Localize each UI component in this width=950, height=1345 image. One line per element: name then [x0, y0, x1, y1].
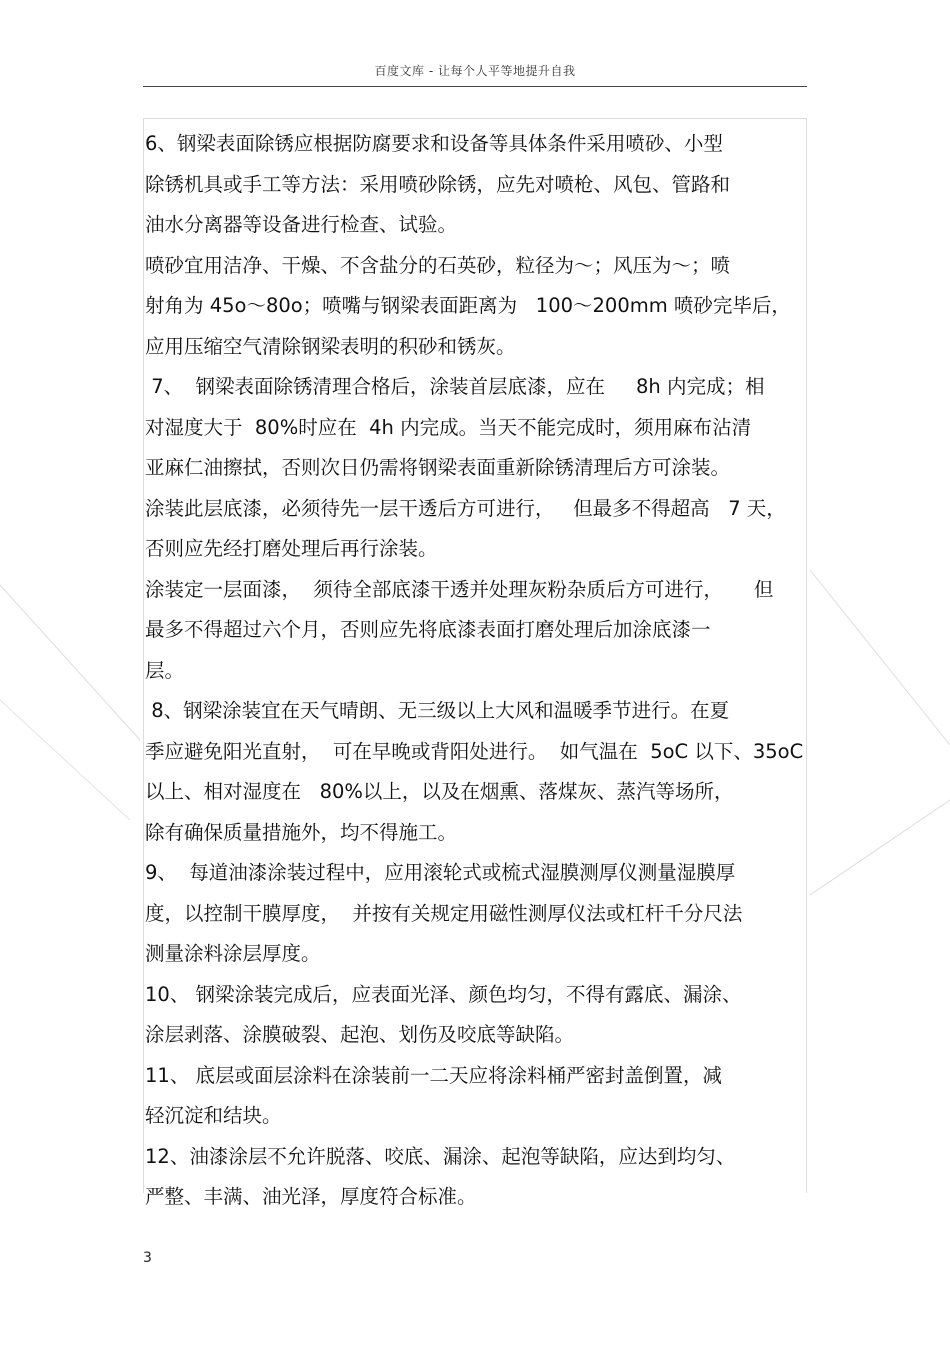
text-line: 10、 钢梁涂装完成后，应表面光泽、颜色均匀，不得有露底、漏涂、 — [145, 982, 742, 1006]
text-line: 油水分离器等设备进行检查、试验。 — [145, 213, 458, 236]
text-line: 12、油漆涂层不允许脱落、咬底、漏涂、起泡等缺陷，应达到均匀、 — [145, 1144, 736, 1168]
text-line: 9、 每道油漆涂装过程中，应用滚轮式或梳式湿膜测厚仪测量湿膜厚 — [145, 861, 736, 884]
page-number: 3 — [143, 1250, 152, 1266]
text-line: 除有确保质量措施外，均不得施工。 — [145, 820, 458, 844]
text-line: 季应避免阳光直射， 可在早晚或背阳处进行。 如气温在 5oC 以下、35oC — [145, 739, 804, 763]
text-line: 涂层剥落、涂膜破裂、起泡、划伤及咬底等缺陷。 — [145, 1023, 575, 1046]
page-header: 百度文库 - 让每个人平等地提升自我 — [374, 64, 576, 78]
text-line: 应用压缩空气清除钢梁表明的积砂和锈灰。 — [145, 334, 516, 358]
text-line: 严整、丰满、油光泽，厚度符合标准。 — [145, 1185, 477, 1208]
text-line: 以上、相对湿度在 80%以上，以及在烟熏、落煤灰、蒸汽等场所， — [145, 780, 734, 803]
text-line: 亚麻仁油擦拭，否则次日仍需将钢梁表面重新除锈清理后方可涂装。 — [145, 456, 731, 479]
text-line: 测量涂料涂层厚度。 — [145, 942, 321, 965]
text-line: 11、 底层或面层涂料在涂装前一二天应将涂料桶严密封盖倒置，减 — [145, 1063, 723, 1087]
document-body — [145, 124, 825, 1218]
text-line: 6、钢梁表面除锈应根据防腐要求和设备等具体条件采用喷砂、小型 — [145, 132, 723, 155]
text-line: 射角为 45o～80o；喷嘴与钢梁表面距离为 100～200mm 喷砂完毕后， — [145, 294, 791, 317]
text-line: 7、 钢梁表面除锈清理合格后，涂装首层底漆，应在 8h 内完成；相 — [145, 375, 765, 398]
text-line: 最多不得超过六个月，否则应先将底漆表面打磨处理后加涂底漆一 — [145, 618, 711, 641]
text-line: 8、钢梁涂装宜在天气晴朗、无三级以上大风和温暖季节进行。在夏 — [145, 699, 730, 722]
text-line: 涂装此层底漆，必须待先一层干透后方可进行， 但最多不得超高 7 天， — [145, 496, 786, 520]
text-line: 否则应先经打磨处理后再行涂装。 — [145, 537, 438, 560]
text-line: 度，以控制干膜厚度， 并按有关规定用磁性测厚仪法或杠杆千分尺法 — [145, 901, 743, 925]
text-line: 轻沉淀和结块。 — [145, 1104, 282, 1127]
text-line: 层。 — [145, 658, 185, 682]
text-line: 除锈机具或手工等方法：采用喷砂除锈，应先对喷枪、风包、管路和 — [145, 172, 731, 196]
text-line: 喷砂宜用洁净、干燥、不含盐分的石英砂，粒径为～；风压为～；喷 — [145, 253, 731, 277]
text-line: 涂装定一层面漆， 须待全部底漆干透并处理灰粉杂质后方可进行， 但 — [145, 577, 774, 601]
text-line: 对湿度大于 80%时应在 4h 内完成。当天不能完成时，须用麻布沾清 — [145, 415, 752, 439]
